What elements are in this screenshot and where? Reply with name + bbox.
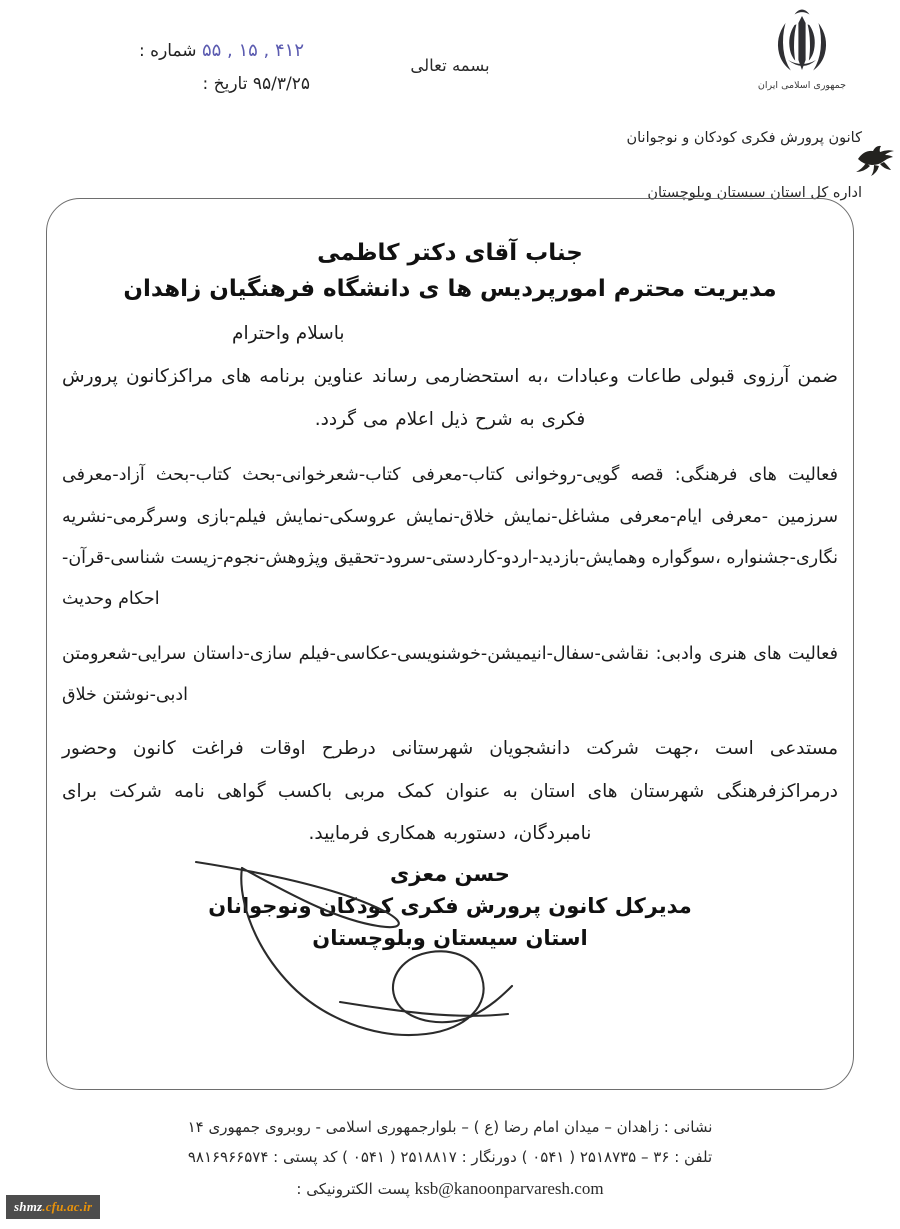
organization-branch: اداره کل استان سیستان وبلوچستان (647, 185, 862, 202)
footer-block (0, 1113, 900, 1205)
artistic-activities: فعالیت های هنری وادبی: نقاشی-سفال-انیمیشن-خوشنویسی-عکاسی-فیلم سازی-داستان سرایی-شعرومتن ادبی-نوشتن خلاق (62, 643, 838, 705)
letter-number-value: ۴۱۲ , ۱۵ , ۵۵ (201, 40, 304, 61)
addressee-line-2: مدیریت محترم امورپردیس ها ی دانشگاه فرهنگیان زاهدان (123, 275, 777, 302)
paragraph-intro: ضمن آرزوی قبولی طاعات وعبادات ،به استحضارمی رساند عناوین برنامه های مراکزکانون پرورش فکری به شرح ذیل اعلام می گردد. (62, 366, 838, 430)
letter-date-label: تاریخ : (202, 74, 248, 94)
signature-block (0, 862, 900, 950)
footer-email-row (0, 1172, 900, 1205)
watermark-part-1: shmz (14, 1199, 43, 1214)
footer-email-label: پست الکترونیکی : (296, 1179, 410, 1198)
letter-date-row (90, 74, 320, 94)
letter-date-value: ۹۵/۳/۲۵ (252, 74, 310, 94)
footer-email-value: ksb@kanoonparvaresh.com (414, 1178, 604, 1198)
emblem-caption: جمهوری اسلامی ایران (757, 80, 847, 91)
paragraph-request: مستدعی است ،جهت شرکت دانشجویان شهرستانی درطرح اوقات فراغت کانون وحضور درمراکزفرهنگی شهرستان های استان به عنوان کمک مربی باکسب گواهی نامه شرکت برای نامبردگان، دستوربه همکاری فرمایید. (62, 738, 838, 845)
salutation: باسلام واحترام (232, 323, 345, 345)
footer-contact: تلفن : ۳۶ – ۲۵۱۸۷۳۵ ( ۰۵۴۱ ) دورنگار : ۲۵۱۸۸۱۷ ( ۰۵۴۱ ) کد پستی : ۹۸۱۶۹۶۶۵۷۴ (187, 1147, 713, 1166)
letter-number-row (90, 40, 320, 61)
site-watermark (6, 1195, 100, 1219)
bird-logo-icon (852, 143, 900, 177)
organization-block (532, 128, 862, 204)
signatory-name: حسن معزی (390, 862, 510, 886)
signatory-title-line-1: مدیرکل کانون پرورش فکری کودکان ونوجوانان (208, 894, 692, 918)
organization-name: کانون پرورش فکری کودکان و نوجوانان (626, 130, 862, 146)
signatory-title-line-2: استان سیستان وبلوچستان (312, 926, 588, 950)
letter-meta (90, 40, 320, 107)
national-emblem (742, 8, 862, 91)
addressee-line-1: جناب آقای دکتر کاظمی (317, 240, 583, 266)
letter-number-label: شماره : (139, 41, 197, 61)
letter-content (62, 236, 838, 856)
cultural-activities: فعالیت های فرهنگی: قصه گویی-روخوانی کتاب-معرفی کتاب-شعرخوانی-بحث کتاب-بحث آزاد-معرفی سرزمین -معرفی ایام-معرفی مشاغل-نمایش خلاق-نمایش عروسکی-نمایش فیلم-بازی وسرگرمی-نشریه نگاری-جشنواره ،سوگواره وهمایش-بازدید-اردو-کاردستی-سرود-تحقیق وپژوهش-نجوم-زیست شناسی-قرآن-احکام وحدیث (62, 465, 838, 609)
footer-address: نشانی : زاهدان – میدان امام رضا (ع ) – بلوارجمهوری اسلامی - روبروی جمهوری ۱۴ (187, 1118, 713, 1137)
watermark-part-2: .cfu.ac.ir (42, 1199, 93, 1214)
basmala: بسمه تعالی (410, 56, 490, 75)
addressee-block (62, 236, 838, 307)
